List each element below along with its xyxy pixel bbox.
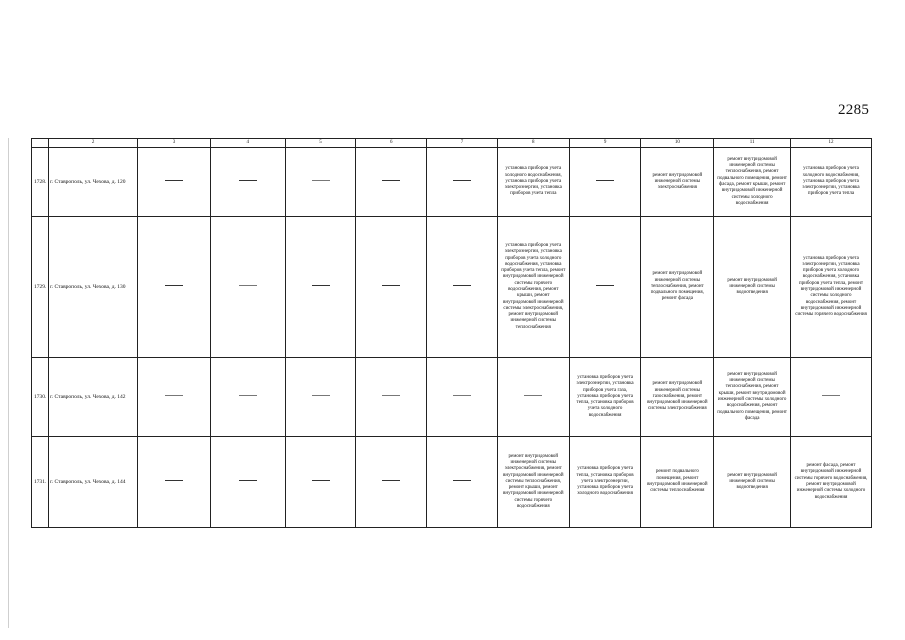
row-col11-text: ремонт внутридомовой инженерной системы теплоснабжения, ремонт крыши, ремонт внутридомовой инженерной системы холодного водоснабжения, ремонт подвального помещения, ремонт фасада — [714, 358, 791, 437]
dash-mark — [382, 480, 400, 481]
table-row — [32, 437, 872, 528]
dash-mark — [596, 285, 614, 286]
table-row — [32, 148, 872, 217]
row-col12-text: ремонт фасада, ремонт внутридомовой инженерной системы горячего водоснабжения, ремонт внутридомовой инженерной системы холодного водоснабжения — [791, 437, 872, 528]
row-col8-text: ремонт внутридомовой инженерной системы электроснабжения, ремонт внутридомовой инженерной системы теплоснабжения, ремонт крыши, ремонт внутридомовой инженерной системы горячего водоснабжения — [497, 437, 569, 528]
dash-mark — [453, 480, 471, 481]
empty-cell — [210, 217, 285, 358]
header-cell-8: 8 — [497, 139, 569, 148]
header-cell-7: 7 — [427, 139, 498, 148]
dash-mark — [165, 395, 183, 396]
empty-cell — [569, 217, 641, 358]
dash-mark — [453, 285, 471, 286]
dash-mark — [312, 285, 330, 286]
empty-cell — [356, 358, 427, 437]
empty-cell — [427, 217, 498, 358]
header-cell-5: 5 — [285, 139, 356, 148]
row-col10-text: ремонт внутридомовой инженерной системы газоснабжения, ремонт внутридомовой инженерной системы электроснабжения — [641, 358, 714, 437]
row-col9-text: установка приборов учета тепла, установка приборов учета электроэнергии, установка приборов учета холодного водоснабжения — [569, 437, 641, 528]
row-number: 1728. — [32, 148, 49, 217]
empty-cell — [427, 148, 498, 217]
dash-mark — [596, 180, 614, 181]
row-col12-text: установка приборов учета электроэнергии, установка приборов учета холодного водоснабжения, установка приборов учета тепла, ремонт внутридомовой инженерной системы холодного водоснабжения, ремонт внутридомовой инженерной системы горячего водоснабжения — [791, 217, 872, 358]
row-col12-text: установка приборов учета холодного водоснабжения, установка приборов учета электроэнергии, установка приборов учета тепла — [791, 148, 872, 217]
header-cell-2: 2 — [49, 139, 138, 148]
dash-mark — [382, 285, 400, 286]
row-number: 1730. — [32, 358, 49, 437]
row-col10-text: ремонт подвального помещения, ремонт внутридомовой инженерной системы теплоснабжения — [641, 437, 714, 528]
dash-mark — [165, 285, 183, 286]
row-col10-text: ремонт внутридомовой инженерной системы теплоснабжения, ремонт подвального помещения, ремонт фасада — [641, 217, 714, 358]
empty-cell — [569, 148, 641, 217]
table-row — [32, 217, 872, 358]
row-col8-text: установка приборов учета холодного водоснабжения, установка приборов учета электроэнергии, установка приборов учета тепла — [497, 148, 569, 217]
header-cell-6: 6 — [356, 139, 427, 148]
row-col8-text: установка приборов учета электроэнергии, установка приборов учета холодного водоснабжения, установка приборов учета тепла, ремонт внутридомовой инженерной системы горячего водоснабжения, ремонт крыши, ремонт внутридомовой инженерной системы электроснабжения, ремонт внутридомовой инженерной системы теплоснабжения — [497, 217, 569, 358]
empty-cell — [285, 358, 356, 437]
dash-mark — [382, 180, 400, 181]
row-address: г. Ставрополь, ул. Чехова, д. 144 — [49, 437, 138, 528]
row-address: г. Ставрополь, ул. Чехова, д. 142 — [49, 358, 138, 437]
empty-cell — [138, 217, 211, 358]
dash-mark — [312, 480, 330, 481]
header-cell-4: 4 — [210, 139, 285, 148]
header-row — [32, 139, 872, 148]
empty-cell — [497, 358, 569, 437]
header-cell-9: 9 — [569, 139, 641, 148]
row-col9-text: установка приборов учета электроэнергии, установка приборов учета газа, установка приборов учета тепла, установка приборов учета холодного водоснабжения — [569, 358, 641, 437]
empty-cell — [138, 148, 211, 217]
empty-cell — [285, 148, 356, 217]
empty-cell — [356, 148, 427, 217]
empty-cell — [356, 437, 427, 528]
dash-mark — [524, 395, 542, 396]
empty-cell — [210, 437, 285, 528]
row-address: г. Ставрополь, ул. Чехова, д. 130 — [49, 217, 138, 358]
header-cell-11: 11 — [714, 139, 791, 148]
row-col11-text: ремонт внутридомовой инженерной системы водоотведения — [714, 217, 791, 358]
dash-mark — [382, 395, 400, 396]
row-address: г. Ставрополь, ул. Чехова, д. 120 — [49, 148, 138, 217]
empty-cell — [138, 437, 211, 528]
empty-cell — [356, 217, 427, 358]
row-col11-text: ремонт внутридомовой инженерной системы теплоснабжения, ремонт подвального помещения, ремонт фасада, ремонт крыши, ремонт внутридомовой инженерной системы холодного водоснабжения — [714, 148, 791, 217]
row-col10-text: ремонт внутридомовой инженерной системы электроснабжения — [641, 148, 714, 217]
row-number: 1731. — [32, 437, 49, 528]
empty-cell — [791, 358, 872, 437]
empty-cell — [427, 358, 498, 437]
empty-cell — [285, 217, 356, 358]
header-cell-1 — [32, 139, 49, 148]
dash-mark — [312, 395, 330, 396]
row-col11-text: ремонт внутридомовой инженерной системы водоотведения — [714, 437, 791, 528]
dash-mark — [239, 395, 257, 396]
dash-mark — [453, 395, 471, 396]
dash-mark — [822, 395, 840, 396]
header-cell-3: 3 — [138, 139, 211, 148]
empty-cell — [210, 358, 285, 437]
dash-mark — [239, 480, 257, 481]
repair-schedule-table — [31, 138, 872, 528]
table-row — [32, 358, 872, 437]
header-cell-10: 10 — [641, 139, 714, 148]
empty-cell — [427, 437, 498, 528]
dash-mark — [165, 480, 183, 481]
row-number: 1729. — [32, 217, 49, 358]
dash-mark — [165, 180, 183, 181]
page-number: 2285 — [838, 102, 870, 118]
empty-cell — [285, 437, 356, 528]
empty-cell — [210, 148, 285, 217]
header-cell-12: 12 — [791, 139, 872, 148]
empty-cell — [138, 358, 211, 437]
dash-mark — [453, 180, 471, 181]
dash-mark — [239, 180, 257, 181]
dash-mark — [239, 285, 257, 286]
dash-mark — [312, 180, 330, 181]
